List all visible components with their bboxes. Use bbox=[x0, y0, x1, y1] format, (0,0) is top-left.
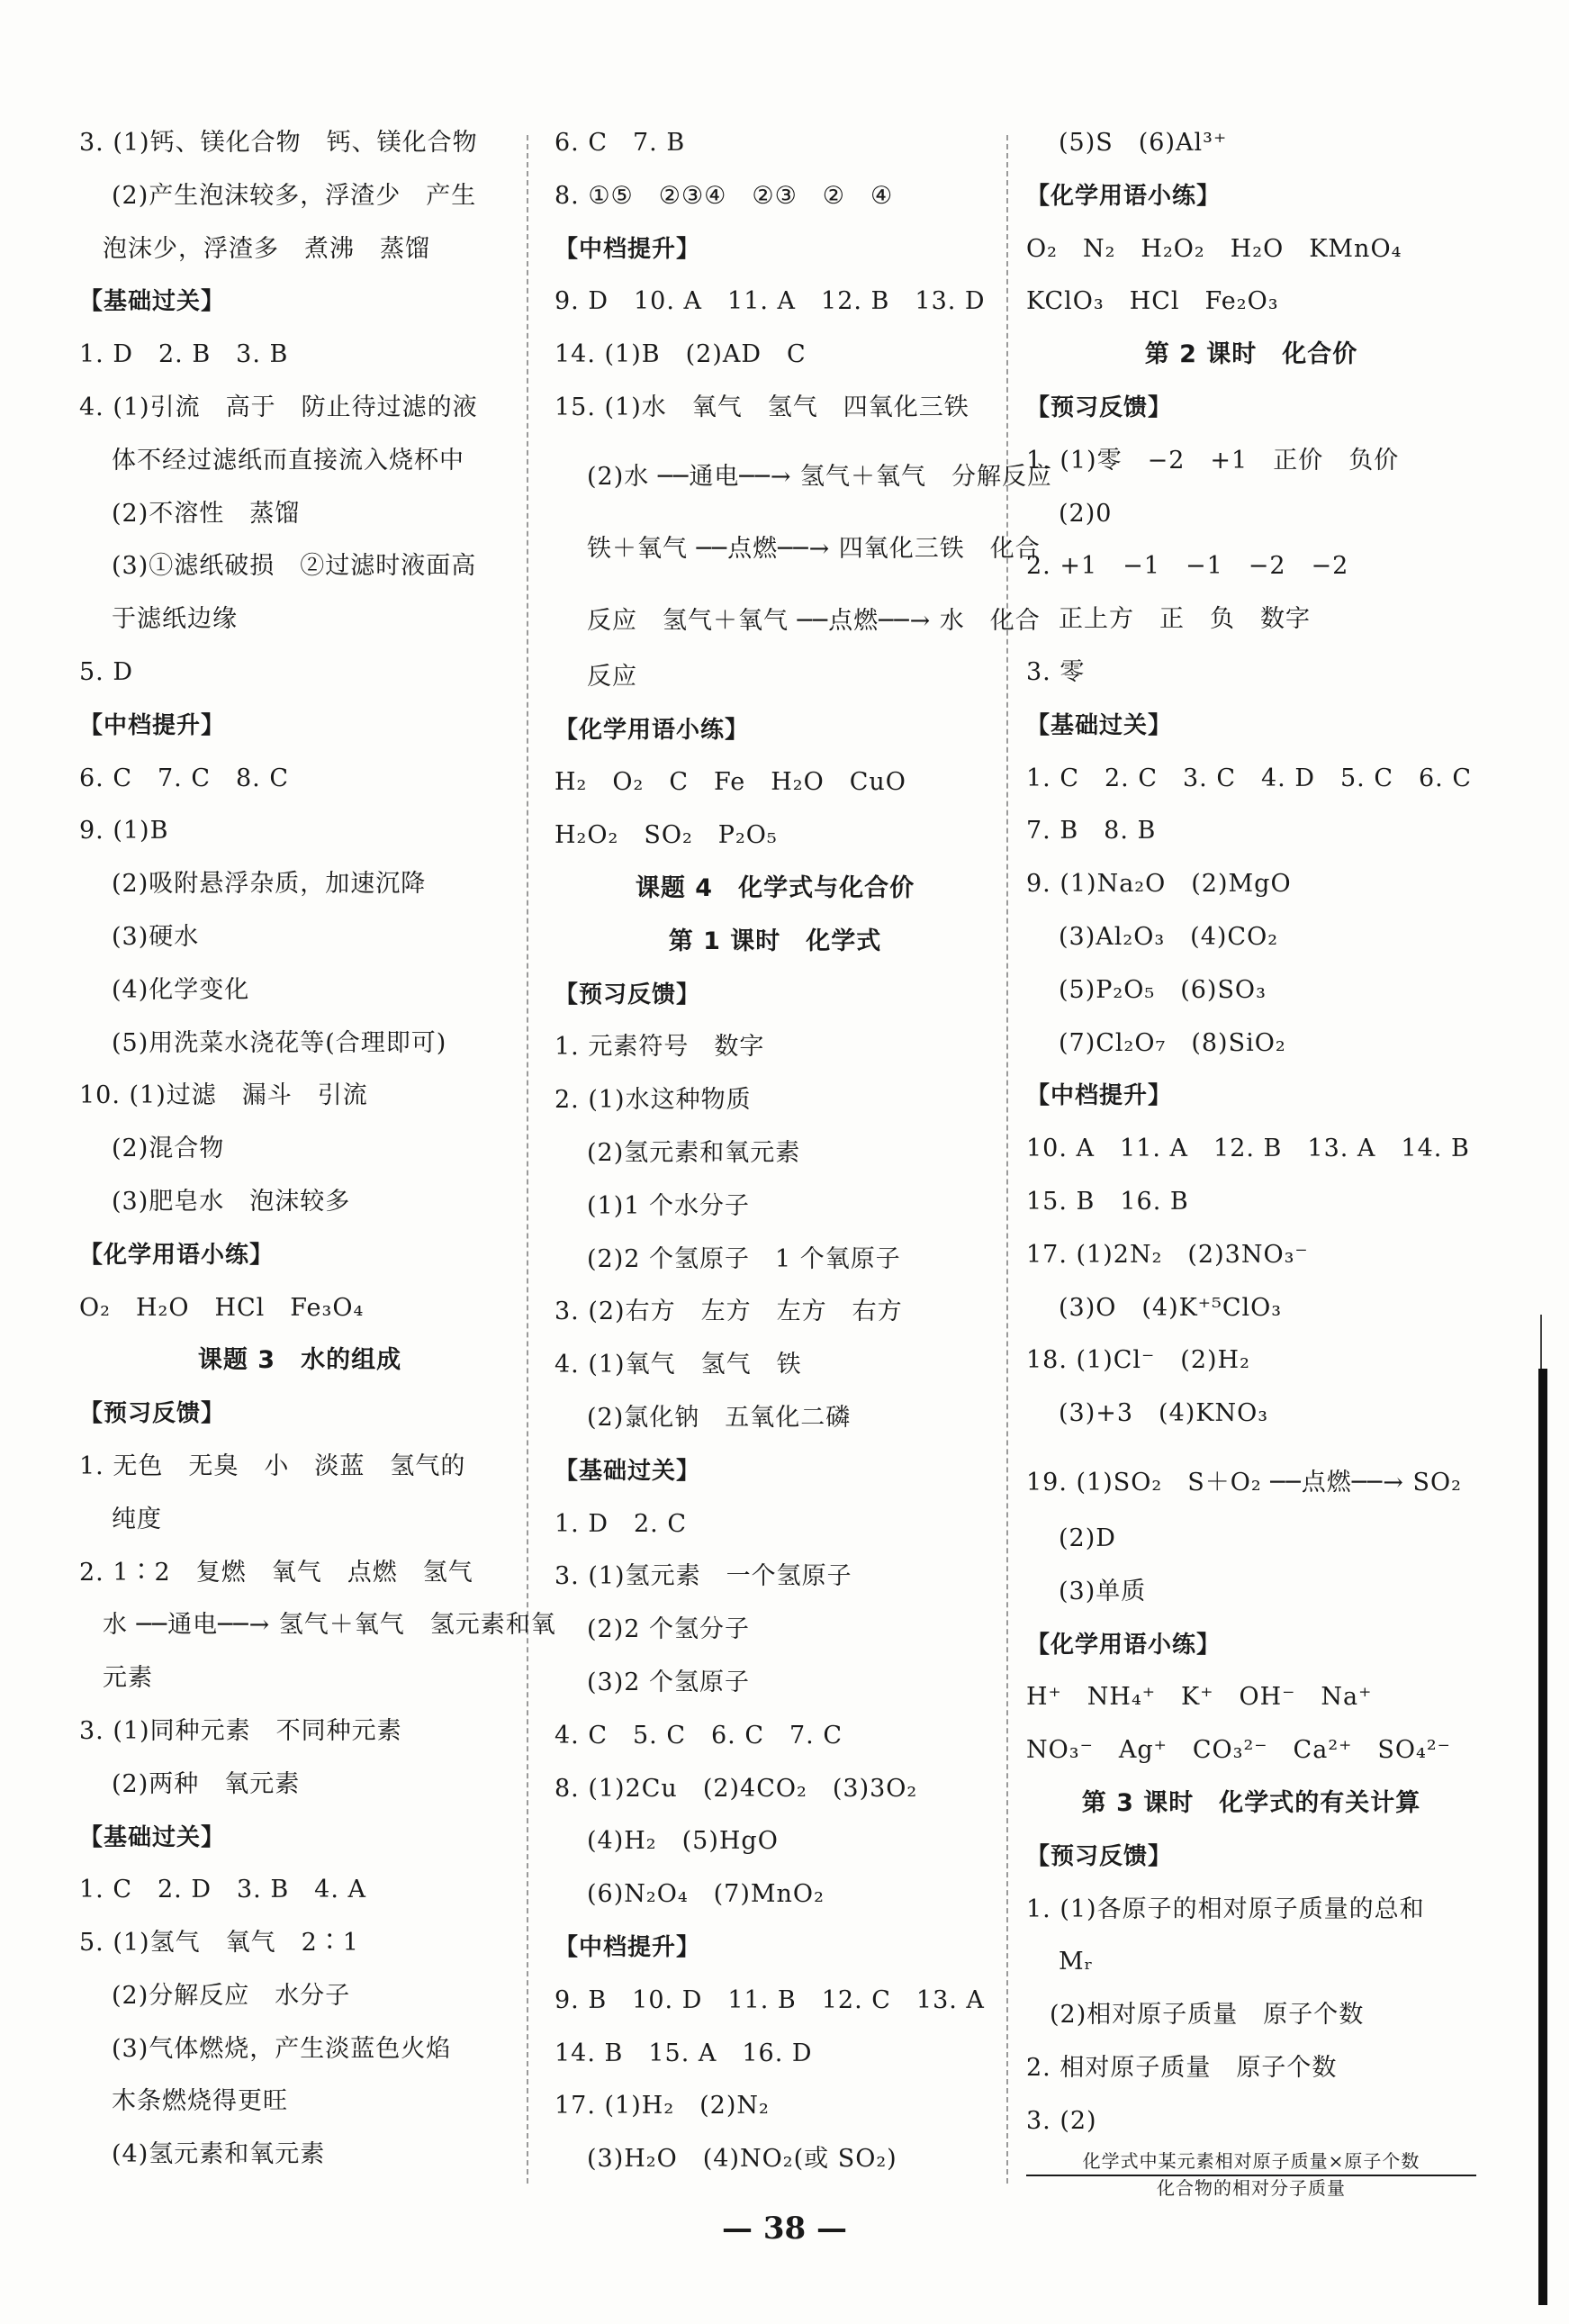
answer-line: 9. B 10. D 11. B 12. C 13. A bbox=[555, 1985, 985, 2014]
answer-line: 15. B 16. B bbox=[1026, 1187, 1189, 1216]
answer-line: 2. 1∶2 复燃 氧气 点燃 氢气 bbox=[79, 1558, 473, 1587]
answer-line: 1. C 2. C 3. C 4. D 5. C 6. C bbox=[1026, 764, 1473, 792]
answer-line: (2)D bbox=[1059, 1524, 1116, 1552]
answer-line: (6)N₂O₄ (7)MnO₂ bbox=[587, 1880, 825, 1909]
answer-column-2 bbox=[555, 117, 1053, 2186]
answer-line: 2. 相对原子质量 原子个数 bbox=[1026, 2053, 1338, 2082]
answer-line: 2. +1 −1 −1 −2 −2 bbox=[1026, 552, 1349, 581]
answer-line: (3)单质 bbox=[1059, 1577, 1147, 1605]
answer-line: O₂ N₂ H₂O₂ H₂O KMnO₄ bbox=[1026, 234, 1402, 263]
answer-line: (4)H₂ (5)HgO bbox=[587, 1827, 779, 1856]
answer-line: 5. (1)氢气 氧气 2∶1 bbox=[79, 1929, 359, 1958]
answer-line: 1. D 2. C bbox=[555, 1509, 687, 1538]
page-number: — 38 — bbox=[722, 2211, 847, 2247]
answer-line: 木条燃烧得更旺 bbox=[112, 2087, 288, 2116]
period-title: 第 3 课时 化学式的有关计算 bbox=[1081, 1788, 1421, 1817]
column-divider-1 bbox=[527, 135, 528, 2184]
answer-line: (3)O (4)K⁺⁵ClO₃ bbox=[1059, 1293, 1283, 1322]
section-heading: 【中档提升】 bbox=[555, 1933, 701, 1961]
answer-line: (3)①滤纸破损 ②过滤时液面高 bbox=[112, 552, 477, 581]
answer-line: H₂ O₂ C Fe H₂O CuO bbox=[555, 768, 906, 797]
section-heading: 【基础过关】 bbox=[79, 1823, 226, 1851]
answer-line: 5. D bbox=[79, 657, 133, 686]
answer-line: (2)分解反应 水分子 bbox=[112, 1981, 351, 2010]
section-heading: 【预习反馈】 bbox=[1026, 1842, 1173, 1870]
answer-line: (3)Al₂O₃ (4)CO₂ bbox=[1059, 922, 1279, 951]
fraction-denominator: 化合物的相对分子质量 bbox=[1157, 2176, 1346, 2199]
answer-line: (7)Cl₂O₇ (8)SiO₂ bbox=[1059, 1028, 1286, 1057]
answer-line: 1. C 2. D 3. B 4. A bbox=[79, 1876, 367, 1904]
reaction-line: 铁＋氧气 ──点燃──→ 四氧化三铁 化合 bbox=[587, 534, 1041, 563]
period-title: 第 1 课时 化学式 bbox=[668, 927, 882, 955]
answer-line: 4. (1)氧气 氢气 铁 bbox=[555, 1351, 802, 1379]
lesson-title: 课题 4 化学式与化合价 bbox=[635, 873, 915, 902]
answer-line: (3)气体燃烧，产生淡蓝色火焰 bbox=[112, 2034, 452, 2063]
scan-edge-shadow bbox=[1538, 1369, 1547, 2305]
answer-line: NO₃⁻ Ag⁺ CO₃²⁻ Ca²⁺ SO₄²⁻ bbox=[1026, 1736, 1451, 1765]
answer-line: (2)0 bbox=[1059, 499, 1113, 528]
answer-line: 1. 无色 无臭 小 淡蓝 氢气的 bbox=[79, 1451, 466, 1480]
answer-line: 1. 元素符号 数字 bbox=[555, 1033, 765, 1062]
answer-line: 2. (1)水这种物质 bbox=[555, 1086, 752, 1115]
answer-line: O₂ H₂O HCl Fe₃O₄ bbox=[79, 1293, 365, 1322]
answer-line: (4)氢元素和氧元素 bbox=[112, 2140, 326, 2169]
answer-line: 反应 bbox=[587, 662, 637, 691]
section-heading: 【基础过关】 bbox=[555, 1457, 701, 1485]
answer-column-1 bbox=[79, 117, 556, 2182]
reaction-line: (2)水 ──通电──→ 氢气＋氧气 分解反应 bbox=[587, 462, 1053, 491]
reaction-line: 19. (1)SO₂ S＋O₂ ──点燃──→ SO₂ bbox=[1026, 1468, 1462, 1497]
section-heading: 【化学用语小练】 bbox=[1026, 182, 1222, 210]
answer-line: 17. (1)H₂ (2)N₂ bbox=[555, 2092, 770, 2121]
answer-line: 正上方 正 负 数字 bbox=[1059, 605, 1311, 634]
answer-line: (3)H₂O (4)NO₂(或 SO₂) bbox=[587, 2145, 897, 2174]
answer-line: (2)氯化钠 五氧化二磷 bbox=[587, 1403, 852, 1432]
answer-line: 3. (2) bbox=[1026, 2106, 1097, 2135]
section-heading: 【化学用语小练】 bbox=[1026, 1631, 1222, 1659]
answer-line: (3)肥皂水 泡沫较多 bbox=[112, 1187, 351, 1216]
answer-line: 10. (1)过滤 漏斗 引流 bbox=[79, 1081, 368, 1110]
mass-fraction-formula bbox=[1026, 2149, 1476, 2200]
section-heading: 【化学用语小练】 bbox=[555, 716, 750, 744]
answer-line: 1. D 2. B 3. B bbox=[79, 340, 289, 369]
answer-line: 6. C 7. C 8. C bbox=[79, 764, 290, 792]
answer-line: H⁺ NH₄⁺ K⁺ OH⁻ Na⁺ bbox=[1026, 1683, 1373, 1712]
section-heading: 【中档提升】 bbox=[555, 235, 701, 263]
answer-line: KClO₃ HCl Fe₂O₃ bbox=[1026, 287, 1279, 316]
answer-line: (3)2 个氢原子 bbox=[587, 1668, 751, 1696]
answer-line: 8. ①⑤ ②③④ ②③ ② ④ bbox=[555, 181, 894, 210]
reaction-line: 水 ──通电──→ 氢气＋氧气 氢元素和氧 bbox=[103, 1611, 556, 1640]
answer-line: 8. (1)2Cu (2)4CO₂ (3)3O₂ bbox=[555, 1774, 918, 1803]
section-heading: 【基础过关】 bbox=[1026, 711, 1173, 739]
answer-line: 15. (1)水 氧气 氢气 四氧化三铁 bbox=[555, 393, 969, 421]
answer-line: (2)产生泡沫较多，浮渣少 产生 bbox=[112, 181, 477, 210]
period-title: 第 2 课时 化合价 bbox=[1144, 340, 1358, 369]
section-heading: 【中档提升】 bbox=[1026, 1082, 1173, 1110]
section-heading: 【预习反馈】 bbox=[555, 981, 701, 1008]
answer-line: (3)+3 (4)KNO₃ bbox=[1059, 1399, 1269, 1428]
answer-line: (2)吸附悬浮杂质，加速沉降 bbox=[112, 870, 427, 899]
answer-line: 3. (1)氢元素 一个氢原子 bbox=[555, 1562, 852, 1591]
answer-line: (2)相对原子质量 原子个数 bbox=[1050, 2001, 1365, 2030]
answer-line: 元素 bbox=[103, 1664, 153, 1693]
answer-line: 14. (1)B (2)AD C bbox=[555, 340, 807, 369]
answer-line: (2)不溶性 蒸馏 bbox=[112, 499, 301, 528]
lesson-title: 课题 3 水的组成 bbox=[197, 1346, 402, 1375]
answer-line: 泡沫少，浮渣多 煮沸 蒸馏 bbox=[103, 234, 430, 263]
section-heading: 【基础过关】 bbox=[79, 288, 226, 316]
answer-line: 9. (1)B bbox=[79, 817, 169, 846]
answer-line: (2)两种 氧元素 bbox=[112, 1769, 301, 1798]
answer-line: 7. B 8. B bbox=[1026, 817, 1157, 846]
answer-line: 体不经过滤纸而直接流入烧杯中 bbox=[112, 446, 464, 475]
answer-line: (3)硬水 bbox=[112, 922, 200, 951]
answer-line: 3. (1)钙、镁化合物 钙、镁化合物 bbox=[79, 129, 478, 157]
answer-line: (2)2 个氢原子 1 个氧原子 bbox=[587, 1244, 901, 1273]
answer-line: 于滤纸边缘 bbox=[112, 605, 238, 634]
answer-line: (5)P₂O₅ (6)SO₃ bbox=[1059, 975, 1267, 1004]
section-heading: 【中档提升】 bbox=[79, 711, 226, 739]
answer-line: 18. (1)Cl⁻ (2)H₂ bbox=[1026, 1346, 1250, 1375]
answer-line: 纯度 bbox=[112, 1505, 162, 1533]
reaction-line: 反应 氢气＋氧气 ──点燃──→ 水 化合 bbox=[587, 606, 1041, 635]
section-heading: 【化学用语小练】 bbox=[79, 1241, 275, 1269]
answer-line: H₂O₂ SO₂ P₂O₅ bbox=[555, 821, 778, 850]
answer-line: (5)S (6)Al³⁺ bbox=[1059, 129, 1228, 157]
answer-line: Mᵣ bbox=[1059, 1948, 1095, 1976]
answer-line: 4. (1)引流 高于 防止待过滤的液 bbox=[79, 393, 478, 421]
answer-line: (2)混合物 bbox=[112, 1135, 225, 1163]
answer-line: 9. D 10. A 11. A 12. B 13. D bbox=[555, 287, 986, 316]
answer-line: 1. (1)各原子的相对原子质量的总和 bbox=[1026, 1894, 1425, 1923]
answer-line: 9. (1)Na₂O (2)MgO bbox=[1026, 870, 1292, 899]
answer-column-3 bbox=[1026, 117, 1476, 2211]
formula-line bbox=[1026, 2148, 1476, 2211]
answer-line: 10. A 11. A 12. B 13. A 14. B bbox=[1026, 1135, 1470, 1163]
fraction-numerator: 化学式中某元素相对原子质量×原子个数 bbox=[1026, 2149, 1476, 2176]
answer-line: (2)氢元素和氧元素 bbox=[587, 1138, 801, 1167]
section-heading: 【预习反馈】 bbox=[79, 1400, 226, 1428]
answer-line: 1. (1)零 −2 +1 正价 负价 bbox=[1026, 446, 1400, 475]
answer-line: 3. (2)右方 左方 左方 右方 bbox=[555, 1298, 903, 1326]
answer-line: 3. 零 bbox=[1026, 657, 1086, 686]
section-heading: 【预习反馈】 bbox=[1026, 393, 1173, 421]
answer-line: 4. C 5. C 6. C 7. C bbox=[555, 1721, 843, 1750]
answer-line: (4)化学变化 bbox=[112, 975, 250, 1004]
answer-line: 3. (1)同种元素 不同种元素 bbox=[79, 1716, 402, 1745]
answer-line: 6. C 7. B bbox=[555, 129, 686, 157]
answer-line: 17. (1)2N₂ (2)3NO₃⁻ bbox=[1026, 1240, 1309, 1269]
answer-line: (2)2 个氢分子 bbox=[587, 1615, 751, 1644]
answer-line: 14. B 15. A 16. D bbox=[555, 2039, 813, 2067]
answer-line: (5)用洗菜水浇花等(合理即可) bbox=[112, 1028, 447, 1057]
answer-line: (1)1 个水分子 bbox=[587, 1191, 751, 1220]
